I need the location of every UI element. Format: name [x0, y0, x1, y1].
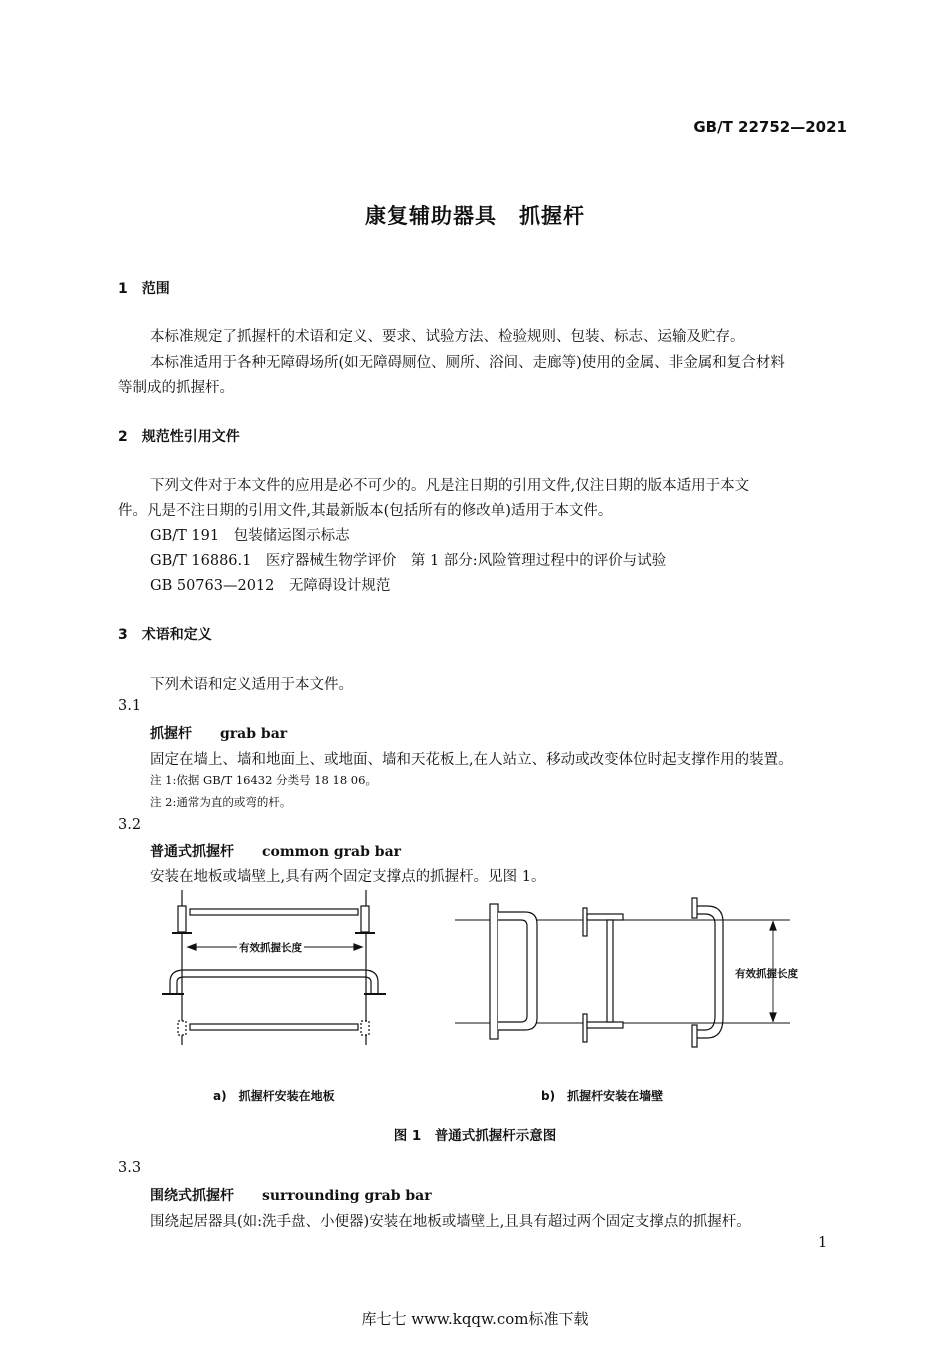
clause-3-2-definition: 安装在地板或墙壁上,具有两个固定支撑点的抓握杆。见图 1。 — [150, 869, 546, 885]
section-2-paragraph-line-1: 下列文件对于本文件的应用是必不可少的。凡是注日期的引用文件,仅注日期的版本适用于本文 — [150, 478, 750, 494]
clause-3-2-term: 普通式抓握杆 common grab bar — [150, 844, 402, 860]
clause-3-1-note-1: 注 1:依据 GB/T 16432 分类号 18 18 06。 — [150, 773, 377, 787]
reference-item: GB/T 16886.1 医疗器械生物学评价 第 1 部分:风险管理过程中的评价与试验 — [150, 553, 667, 569]
clause-3-3-definition: 围绕起居器具(如:洗手盘、小便器)安装在地板或墙壁上,且具有超过两个固定支撑点的抓握杆。 — [150, 1214, 751, 1230]
document-title: 康复辅助器具 抓握杆 — [365, 204, 585, 228]
clause-3-3-number: 3.3 — [118, 1160, 142, 1176]
figure-1a-caption: a) 抓握杆安装在地板 — [213, 1089, 335, 1103]
clause-3-1-term: 抓握杆 grab bar — [150, 726, 288, 742]
section-1-paragraph-2-line-2: 等制成的抓握杆。 — [118, 380, 234, 396]
clause-3-1-number: 3.1 — [118, 698, 142, 714]
section-3-heading: 3 术语和定义 — [118, 627, 212, 643]
clause-3-1-definition: 固定在墙上、墙和地面上、或地面、墙和天花板上,在人站立、移动或改变体位时起支撑作用的装置。 — [150, 752, 793, 768]
section-1-paragraph-2-line-1: 本标准适用于各种无障碍场所(如无障碍厕位、厕所、浴间、走廊等)使用的金属、非金属和复合材料 — [150, 355, 785, 371]
page-number: 1 — [818, 1235, 828, 1251]
clause-3-3-term: 围绕式抓握杆 surrounding grab bar — [150, 1188, 432, 1204]
section-2-heading: 2 规范性引用文件 — [118, 429, 240, 445]
effective-grip-length-label-a: 有效抓握长度 — [239, 942, 302, 954]
reference-item: GB 50763—2012 无障碍设计规范 — [150, 578, 391, 594]
section-1-heading: 1 范围 — [118, 281, 170, 297]
section-2-paragraph-line-2: 件。凡是不注日期的引用文件,其最新版本(包括所有的修改单)适用于本文件。 — [118, 503, 613, 519]
clause-3-2-number: 3.2 — [118, 817, 142, 833]
section-1-paragraph-1: 本标准规定了抓握杆的术语和定义、要求、试验方法、检验规则、包装、标志、运输及贮存。 — [150, 329, 745, 345]
figure-1b-caption: b) 抓握杆安装在墙壁 — [541, 1089, 664, 1103]
clause-3-1-note-2: 注 2:通常为直的或弯的杆。 — [150, 795, 292, 809]
figure-1-title: 图 1 普通式抓握杆示意图 — [393, 1128, 557, 1144]
standard-number: GB/T 22752—2021 — [693, 118, 847, 136]
footer-watermark-text: 库七七 www.kqqw.com标准下载 — [361, 1310, 589, 1328]
reference-item: GB/T 191 包装储运图示标志 — [150, 528, 350, 544]
effective-grip-length-label-b: 有效抓握长度 — [735, 968, 798, 980]
section-3-intro: 下列术语和定义适用于本文件。 — [150, 677, 353, 693]
straight-bar — [190, 909, 358, 915]
figure-1a-drawing — [150, 890, 400, 1050]
